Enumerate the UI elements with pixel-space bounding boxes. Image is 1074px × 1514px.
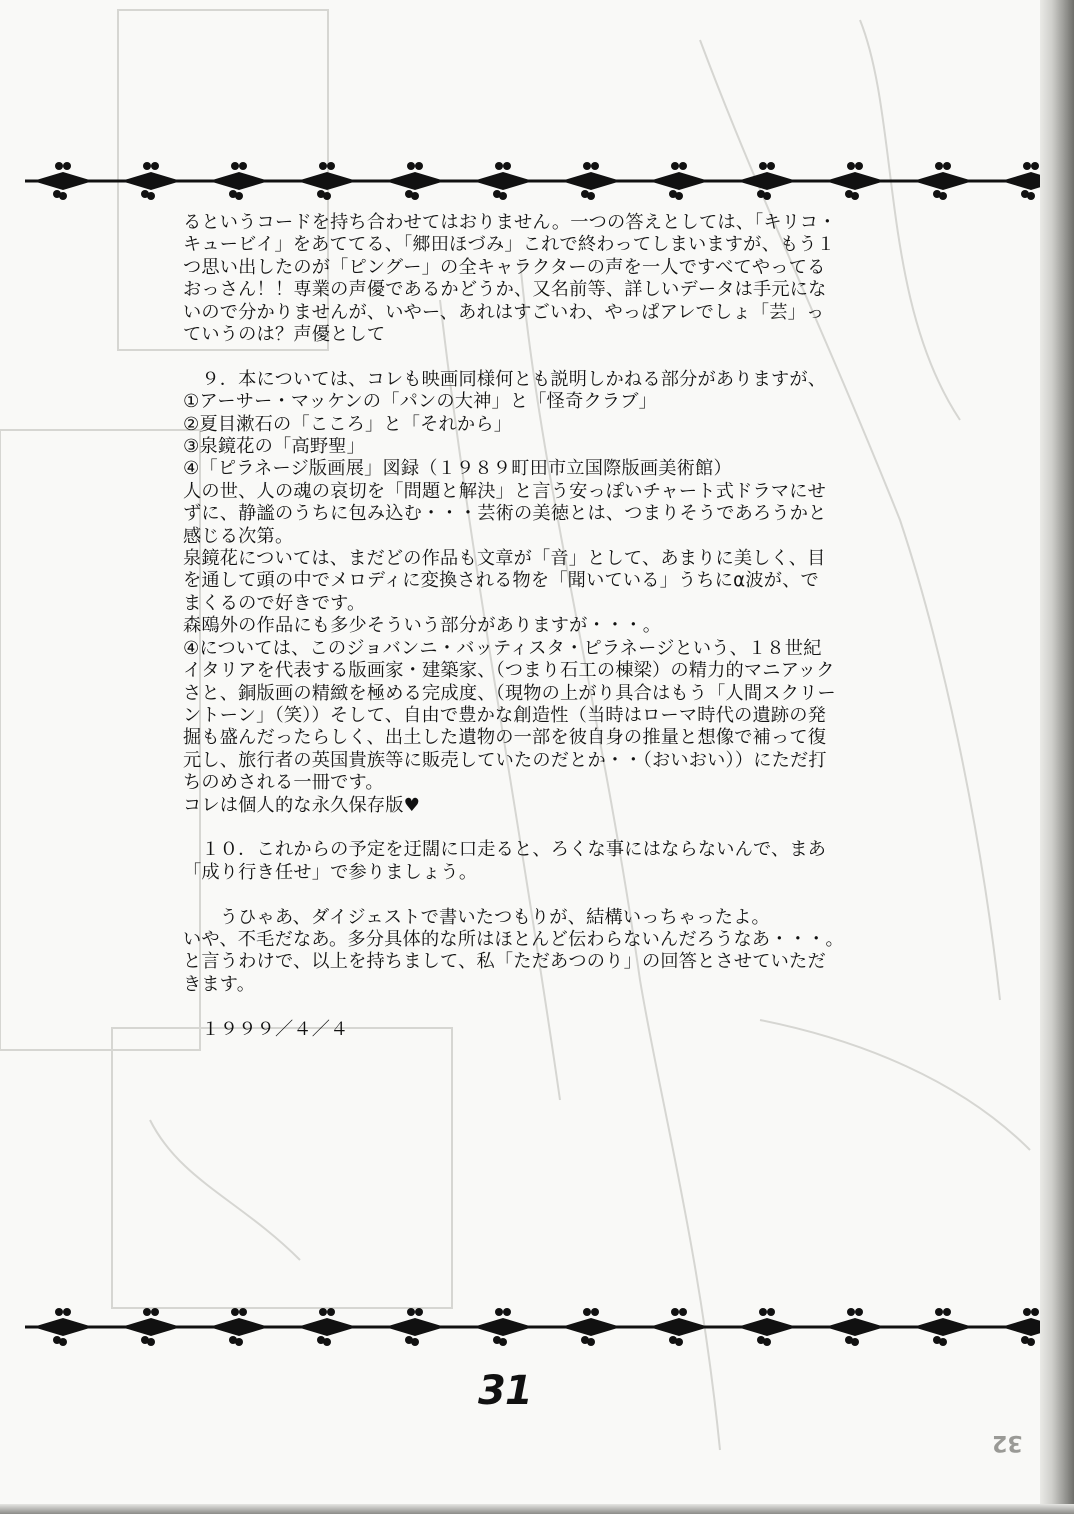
- border-dot: [53, 1336, 61, 1344]
- border-diamond: [297, 1318, 357, 1336]
- border-dot: [151, 1308, 159, 1316]
- paragraph-gap: [183, 996, 898, 1018]
- text-line: るというコードを持ち合わせてはおりません。一つの答えとしては、「キリコ・: [183, 212, 837, 233]
- border-dot: [415, 1308, 423, 1316]
- border-dot: [757, 190, 765, 198]
- text-line: ③泉鏡花の「高野聖」: [183, 436, 365, 458]
- border-dot: [671, 162, 679, 170]
- border-dot: [847, 162, 855, 170]
- border-dot: [495, 1308, 503, 1316]
- text-line: ②夏目漱石の「こころ」と「それから」: [183, 413, 513, 435]
- border-diamond: [121, 1318, 181, 1336]
- text-line: いや、不毛だなあ。多分具体的な所はほとんど伝わらないんだろうなあ・・・。: [183, 928, 844, 950]
- text-line: おっさん！！専業の声優であるかどうか、又名前等、詳しいデータは手元にな: [183, 279, 827, 301]
- border-diamond: [297, 172, 357, 190]
- text-line: コレは個人的な永久保存版♥: [183, 794, 421, 816]
- border-dot: [495, 162, 503, 170]
- border-dot: [141, 190, 149, 198]
- border-dot: [935, 1308, 943, 1316]
- border-dot: [55, 162, 63, 170]
- border-dot: [943, 162, 951, 170]
- border-dot: [327, 162, 335, 170]
- border-diamond: [33, 1318, 93, 1336]
- border-dot: [405, 190, 413, 198]
- border-diamond: [913, 172, 973, 190]
- border-dot: [591, 1308, 599, 1316]
- border-diamond: [473, 1318, 533, 1336]
- border-dot: [583, 1308, 591, 1316]
- border-diamond: [33, 172, 93, 190]
- border-dot: [845, 1336, 853, 1344]
- border-dot: [151, 162, 159, 170]
- border-diamond: [385, 1318, 445, 1336]
- border-dot: [581, 190, 589, 198]
- text-line: １９９９／４／４: [183, 1018, 349, 1040]
- border-dot: [503, 162, 511, 170]
- border-dot: [1031, 1308, 1039, 1316]
- border-dot: [679, 1308, 687, 1316]
- border-dot: [583, 162, 591, 170]
- border-diamond: [825, 172, 885, 190]
- border-dot: [231, 162, 239, 170]
- text-line: いので分かりませんが、いやー、あれはすごいわ、やっぱアレでしょ「芸」っ: [183, 301, 825, 323]
- text-line: 森鴎外の作品にも多少そういう部分がありますが・・・。: [183, 615, 662, 637]
- facing-page-number: 32: [992, 1430, 1023, 1455]
- text-line: ずに、静謐のうちに包み込む・・・芸術の美徳とは、つまりそうであろうかと: [183, 503, 827, 525]
- border-dot: [847, 1308, 855, 1316]
- border-dot: [415, 162, 423, 170]
- border-dot: [317, 1336, 325, 1344]
- border-diamond: [737, 172, 797, 190]
- border-dot: [53, 190, 61, 198]
- border-dot: [855, 162, 863, 170]
- border-diamond: [385, 172, 445, 190]
- border-dot: [933, 190, 941, 198]
- border-diamond: [209, 1318, 269, 1336]
- text-line: つ思い出したのが「ピングー」の全キャラクターの声を一人ですべてやってる: [183, 256, 826, 278]
- border-dot: [591, 162, 599, 170]
- border-dot: [239, 1308, 247, 1316]
- border-dot: [1023, 162, 1031, 170]
- border-dot: [141, 1336, 149, 1344]
- border-dot: [229, 190, 237, 198]
- border-dot: [55, 1308, 63, 1316]
- paragraph-gap: [183, 884, 898, 906]
- binding-shadow: [1040, 0, 1074, 1514]
- border-dot: [63, 1308, 71, 1316]
- border-dot: [671, 1308, 679, 1316]
- text-line: と言うわけで、以上を持ちまして、私「ただあつのり」の回答とさせていただ: [183, 951, 826, 973]
- border-dot: [1023, 1308, 1031, 1316]
- border-dot: [669, 1336, 677, 1344]
- border-dot: [143, 162, 151, 170]
- text-line: ９．本については、コレも映画同様何とも説明しかねる部分がありますが、: [183, 368, 827, 390]
- border-diamond: [913, 1318, 973, 1336]
- border-dot: [407, 162, 415, 170]
- border-dot: [933, 1336, 941, 1344]
- paragraph-gap: [183, 346, 898, 368]
- border-dot: [231, 1308, 239, 1316]
- text-line: ④については、このジョバンニ・バッティスタ・ピラネージという、１８世紀: [183, 637, 822, 659]
- border-dot: [319, 1308, 327, 1316]
- border-dot: [239, 162, 247, 170]
- decorative-border-top: [25, 158, 1040, 204]
- border-dot: [1021, 190, 1029, 198]
- border-diamond: [561, 1318, 621, 1336]
- text-line: さと、銅版画の精緻を極める完成度、（現物の上がり具合はもう「人間スクリー: [183, 682, 836, 704]
- border-diamond: [1001, 172, 1040, 190]
- border-dot: [759, 162, 767, 170]
- text-line: 人の世、人の魂の哀切を「問題と解決」と言う安っぽいチャート式ドラマにせ: [183, 480, 827, 502]
- border-diamond: [737, 1318, 797, 1336]
- border-dot: [327, 1308, 335, 1316]
- border-dot: [493, 1336, 501, 1344]
- text-line: ①アーサー・マッケンの「パンの大神」と「怪奇クラブ」: [183, 391, 658, 413]
- text-line: を通して頭の中でメロディに変換される物を「聞いている」うちにα波が、で: [183, 570, 819, 592]
- text-line: １０．これからの予定を迂闊に口走ると、ろくな事にはならないんで、まあ: [183, 839, 827, 861]
- text-line: ていうのは？声優として: [183, 324, 386, 346]
- decorative-border-bottom: [25, 1304, 1040, 1350]
- border-diamond: [473, 172, 533, 190]
- border-dot: [229, 1336, 237, 1344]
- border-dot: [767, 162, 775, 170]
- page-bottom-edge: [0, 1504, 1074, 1514]
- border-dot: [757, 1336, 765, 1344]
- text-line: うひゃあ、ダイジェストで書いたつもりが、結構いっちゃったよ。: [183, 906, 770, 928]
- text-line: まくるので好きです。: [183, 592, 366, 614]
- border-diamond: [561, 172, 621, 190]
- border-dot: [767, 1308, 775, 1316]
- border-dot: [503, 1308, 511, 1316]
- border-dot: [1031, 162, 1039, 170]
- border-dot: [63, 162, 71, 170]
- border-diamond: [1001, 1318, 1040, 1336]
- text-line: 「成り行き任せ」で参りましょう。: [183, 861, 478, 883]
- text-line: キュービイ」をあててる、「郷田ほづみ」これで終わってしまいますが、もう１: [183, 234, 836, 256]
- border-dot: [581, 1336, 589, 1344]
- text-line: イタリアを代表する版画家・建築家、（つまり石工の棟梁）の精力的マニアック: [183, 660, 835, 682]
- border-dot: [935, 162, 943, 170]
- text-line: 元し、旅行者の英国貴族等に販売していたのだとか・・（おいおい））にただ打: [183, 749, 827, 771]
- border-dot: [319, 162, 327, 170]
- border-dot: [143, 1308, 151, 1316]
- border-dot: [405, 1336, 413, 1344]
- text-line: ちのめされる一冊です。: [183, 772, 384, 794]
- border-dot: [943, 1308, 951, 1316]
- border-dot: [679, 162, 687, 170]
- border-dot: [759, 1308, 767, 1316]
- paragraph-gap: [183, 817, 898, 839]
- border-dot: [855, 1308, 863, 1316]
- text-line: ントーン」（笑））そして、自由で豊かな創造性（当時はローマ時代の遺跡の発: [183, 704, 827, 726]
- border-diamond: [825, 1318, 885, 1336]
- text-line: 掘も盛んだったらしく、出土した遺物の一部を彼自身の推量と想像で補って復: [183, 727, 827, 749]
- border-diamond: [209, 172, 269, 190]
- border-diamond: [649, 1318, 709, 1336]
- page-number: 31: [478, 1368, 532, 1414]
- text-line: 泉鏡花については、まだどの作品も文章が「音」として、あまりに美しく、目: [183, 548, 826, 570]
- border-diamond: [121, 172, 181, 190]
- border-dot: [845, 190, 853, 198]
- article-body: [183, 212, 898, 1041]
- border-dot: [669, 190, 677, 198]
- border-dot: [1021, 1336, 1029, 1344]
- border-diamond: [649, 172, 709, 190]
- text-line: きます。: [183, 973, 256, 995]
- border-dot: [317, 190, 325, 198]
- text-line: 感じる次第。: [183, 525, 294, 547]
- text-line: ④「ピラネージ版画展」図録（１９８９町田市立国際版画美術館）: [183, 458, 732, 480]
- border-dot: [407, 1308, 415, 1316]
- border-dot: [493, 190, 501, 198]
